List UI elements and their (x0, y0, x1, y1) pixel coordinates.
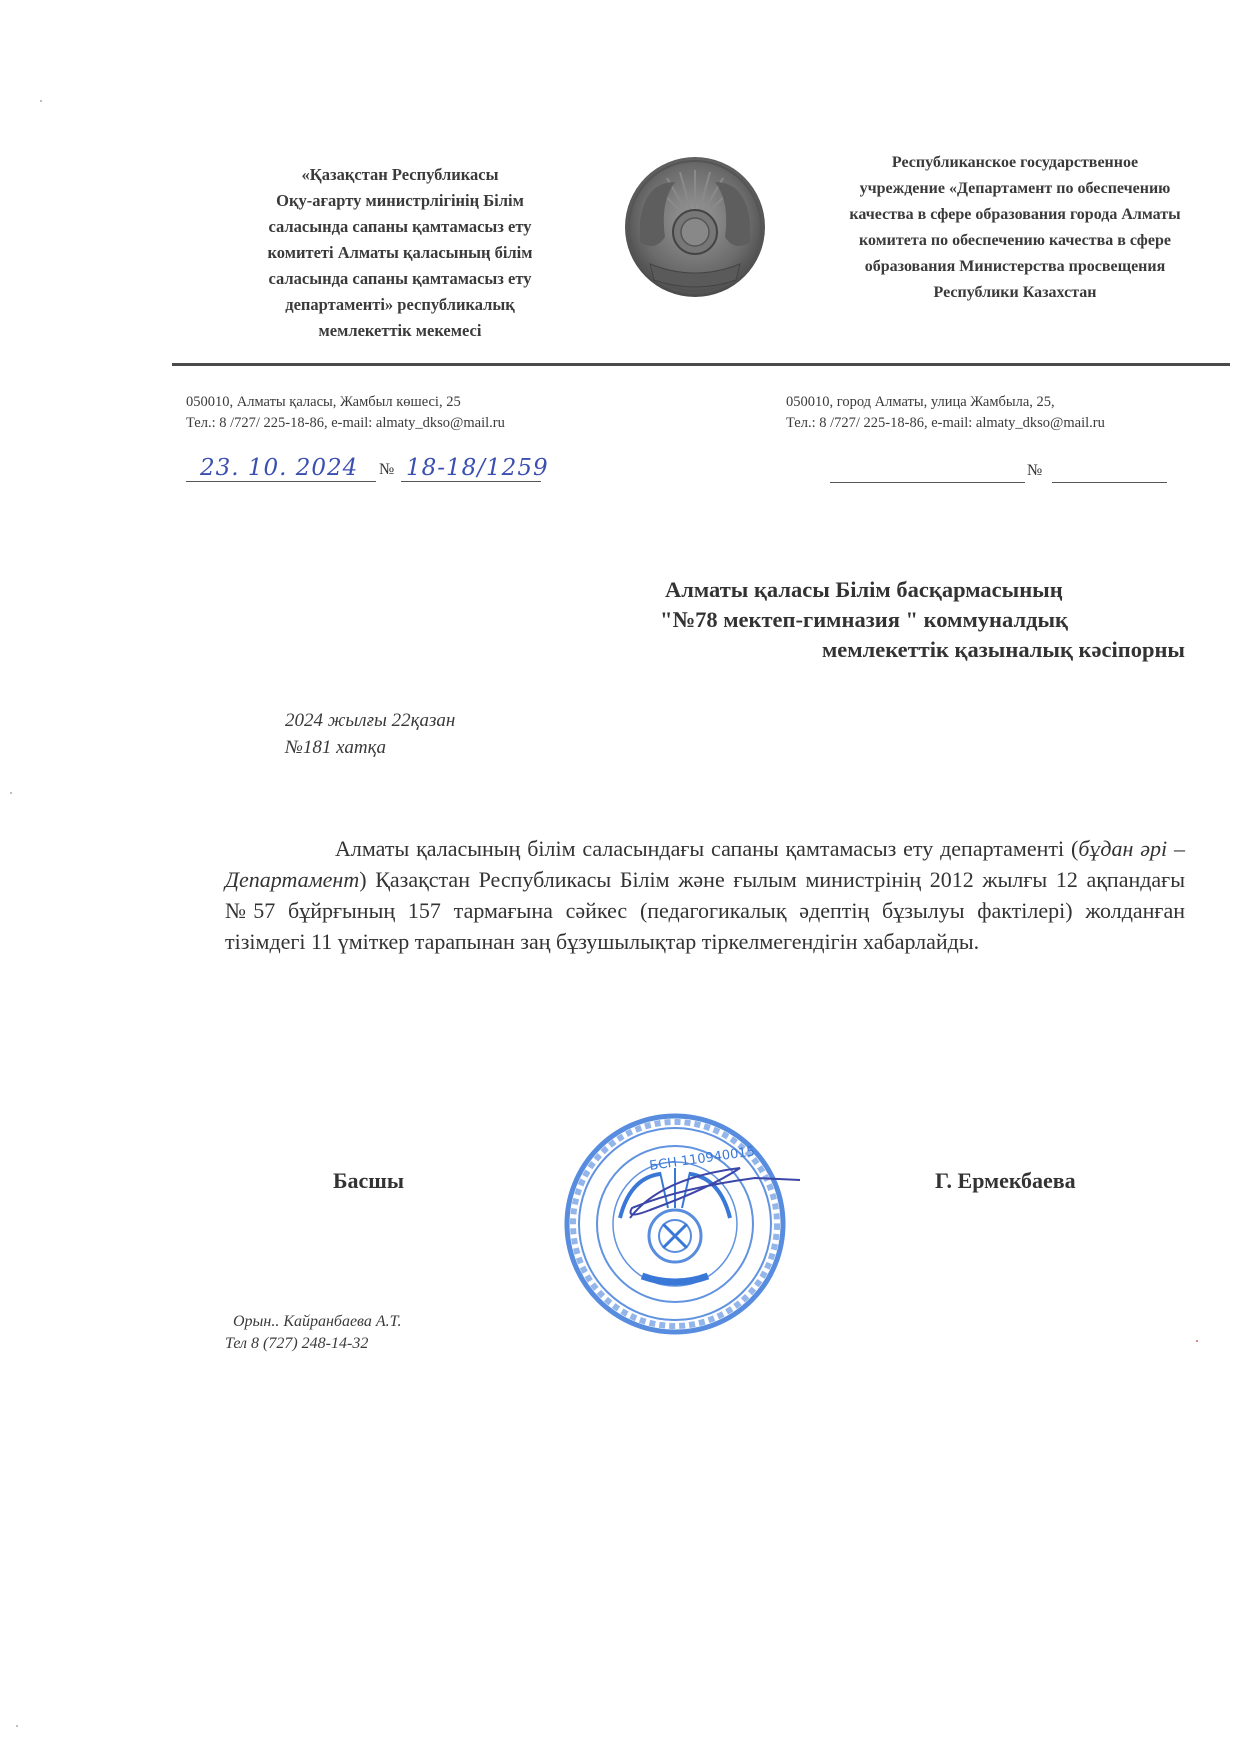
scan-speck (16, 1725, 18, 1727)
registration-ru (830, 460, 1170, 484)
header-org-kz (205, 162, 595, 344)
header-kz-line: мемлекеттік мекемесі (318, 321, 482, 340)
state-emblem-icon (620, 152, 770, 302)
number-underline (1052, 482, 1167, 483)
scan-speck (10, 792, 12, 794)
body-italic: бұдан әрі – Департамент (225, 836, 1186, 892)
address-ru-line1: 050010, город Алматы, улица Жамбыла, 25, (786, 394, 1055, 410)
executor-info (225, 1311, 402, 1355)
header-kz-line: департаменті» республикалық (285, 295, 515, 314)
addressee-line: "№78 мектеп-гимназия " коммуналдық (660, 607, 1068, 632)
address-kz-line2: Тел.: 8 /727/ 225-18-86, e-mail: almaty_dkso@mail.ru (186, 415, 505, 431)
addressee (640, 575, 1185, 665)
body-part1: Алматы қаласының білім саласындағы сапаны қамтамасыз ету департаменті ( (335, 836, 1079, 861)
signatory-title: Басшы (333, 1168, 405, 1193)
outgoing-number: 18-18/1259 (406, 455, 549, 481)
header-kz-line: саласында сапаны қамтамасыз ету (268, 217, 532, 236)
executor-name: Орын.. Кайранбаева А.Т. (233, 1313, 402, 1330)
registration-kz (186, 455, 576, 485)
header-ru-line: учреждение «Департамент по обеспечению (859, 180, 1171, 197)
reference-number: №181 хатқа (285, 737, 386, 758)
header-kz-line: саласында сапаны қамтамасыз ету (268, 269, 532, 288)
header-kz-line: Оқу-ағарту министрлігінің Білім (276, 191, 524, 210)
header-ru-line: Республики Казахстан (933, 284, 1097, 301)
letter-body (225, 833, 1185, 957)
date-underline (830, 482, 1025, 483)
signatory-name: Г. Ермекбаева (935, 1168, 1076, 1193)
header-ru-line: Республиканское государственное (891, 154, 1139, 171)
body-part2: ) Қазақстан Республикасы Білім және ғылым министрінің 2012 жылғы 12 ақпандағы №57 бұйрғының 157 тармағына сәйкес (педагогикалық әдептің бұзылуы фактілері) жолданған тізімдегі 11 үміткер тарапынан заң бұзушылықтар тіркелмегендігін хабарлайды. (225, 867, 1185, 954)
header-kz-line: комитеті Алматы қаласының білім (267, 243, 533, 262)
number-sign: № (379, 461, 395, 478)
reference-date: 2024 жылғы 22қазан (285, 710, 456, 731)
header-ru-line: качества в сфере образования города Алматы (849, 206, 1181, 223)
stamp-bin-text: БСН 110940015 (648, 1144, 756, 1174)
scan-speck (40, 100, 42, 102)
official-stamp-icon (560, 1108, 805, 1336)
header-ru-line: комитета по обеспечению качества в сфере (859, 232, 1171, 249)
number-sign: № (1027, 462, 1043, 479)
header-org-ru (790, 150, 1240, 306)
address-ru (786, 392, 1105, 434)
date-underline (186, 481, 376, 482)
address-kz (186, 392, 505, 434)
address-kz-line1: 050010, Алматы қаласы, Жамбыл көшесі, 25 (186, 394, 461, 410)
scan-speck (1196, 1340, 1198, 1342)
header-divider (172, 363, 1230, 366)
header-ru-line: образования Министерства просвещения (864, 258, 1166, 275)
address-ru-line2: Тел.: 8 /727/ 225-18-86, e-mail: almaty_dkso@mail.ru (786, 415, 1105, 431)
addressee-line: Алматы қаласы Білім басқармасының (665, 577, 1063, 602)
addressee-line: мемлекеттік қазыналық кәсіпорны (821, 637, 1185, 662)
number-underline (401, 481, 541, 482)
outgoing-date: 23. 10. 2024 (200, 455, 359, 481)
executor-phone: Тел 8 (727) 248-14-32 (225, 1335, 369, 1352)
header-kz-line: «Қазақстан Республикасы (301, 165, 499, 184)
reference (285, 707, 455, 761)
